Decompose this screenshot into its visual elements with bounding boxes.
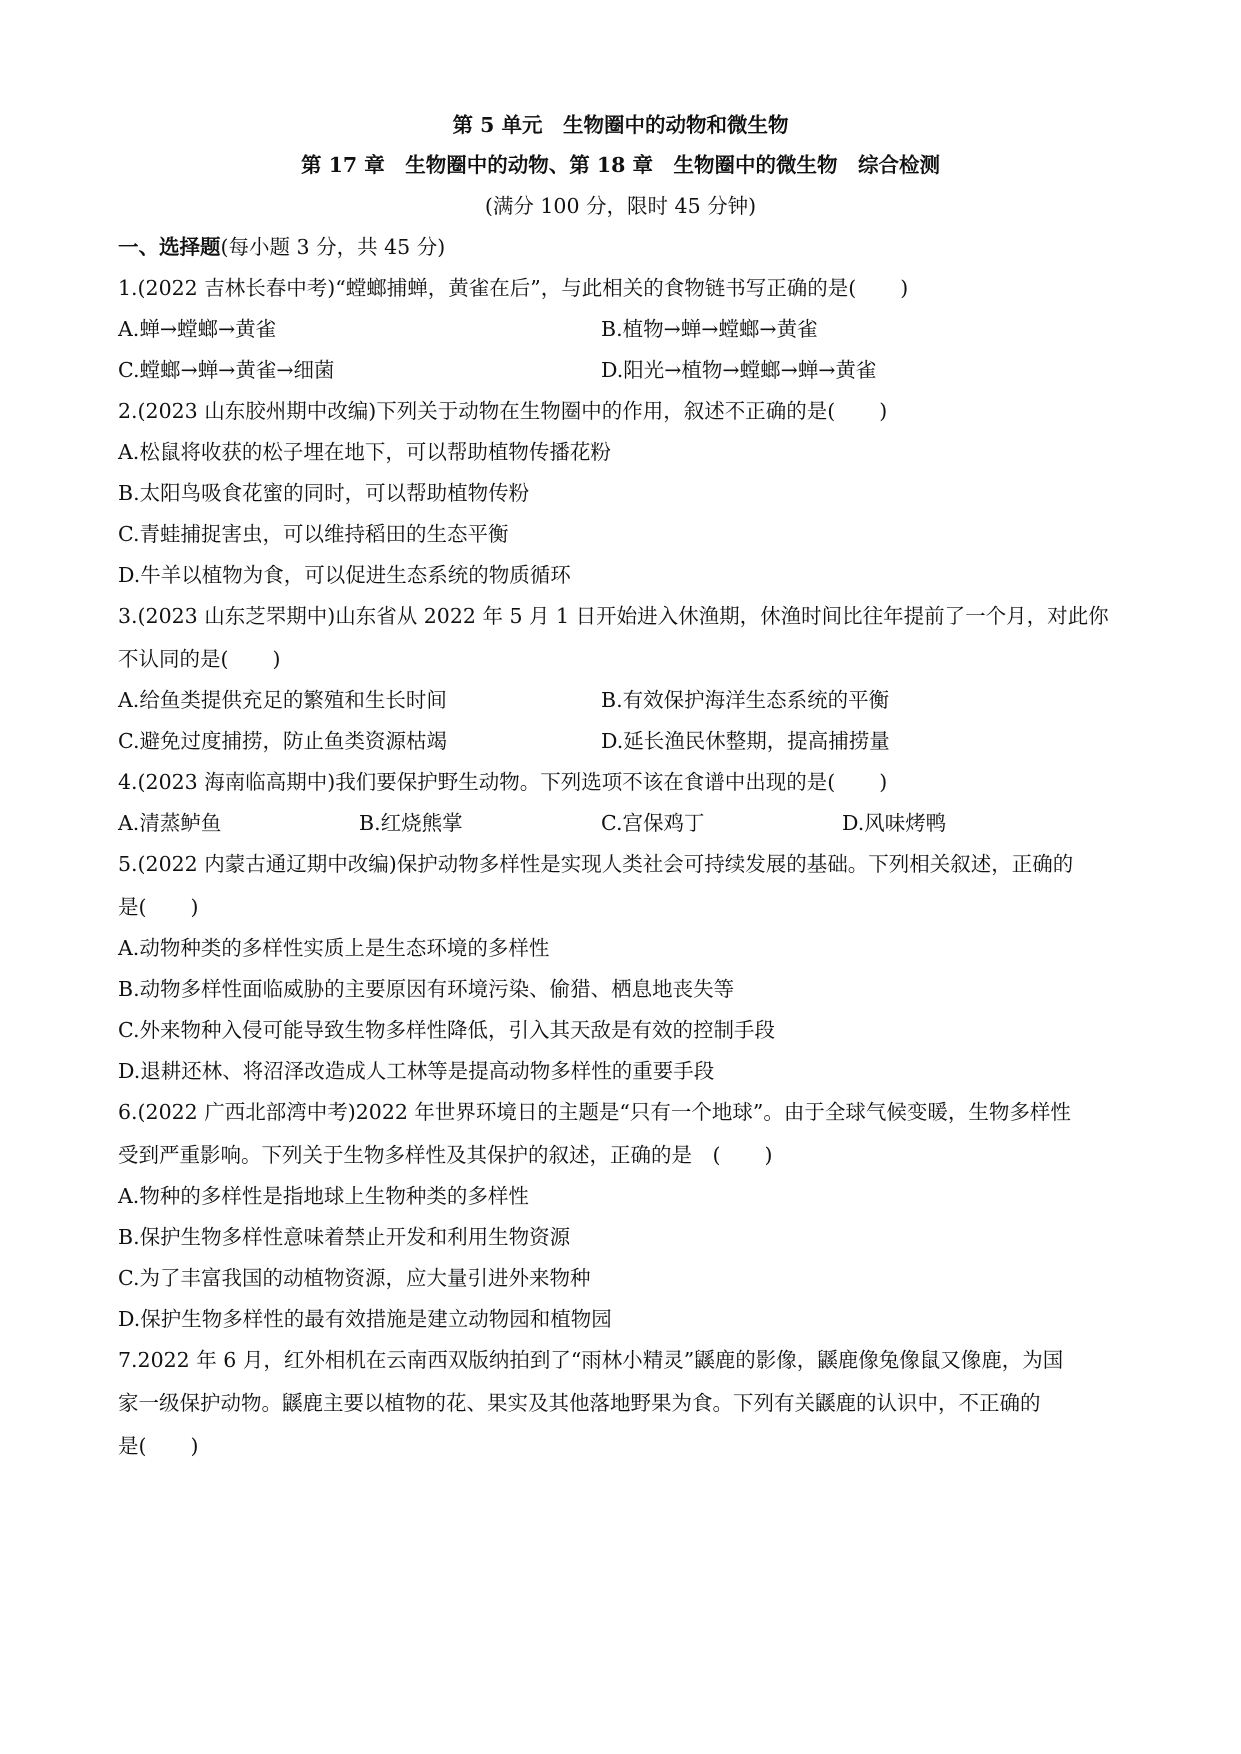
q4-option-b: B.红烧熊掌 [359, 811, 463, 835]
q5-option-d: D.退耕还林、将沼泽改造成人工林等是提高动物多样性的重要手段 [118, 1059, 715, 1083]
question-6-stem-line2: 受到严重影响。下列关于生物多样性及其保护的叙述，正确的是 ( ) [118, 1143, 773, 1167]
q3-option-d: D.延长渔民休整期，提高捕捞量 [601, 729, 890, 753]
question-6-stem-line1: 6.(2022 广西北部湾中考)2022 年世界环境日的主题是“只有一个地球”。由于全球气候变暖，生物多样性 [118, 1100, 1071, 1124]
q2-option-c: C.青蛙捕捉害虫，可以维持稻田的生态平衡 [118, 522, 509, 546]
question-3-stem-line1: 3.(2023 山东芝罘期中)山东省从 2022 年 5 月 1 日开始进入休渔期，休渔时间比往年提前了一个月，对此你 [118, 604, 1109, 628]
question-7-stem-line3: 是( ) [118, 1434, 199, 1458]
unit-title: 第 5 单元 生物圈中的动物和微生物 [452, 113, 789, 137]
q5-option-b: B.动物多样性面临威胁的主要原因有环境污染、偷猎、栖息地丧失等 [118, 977, 735, 1001]
q4-option-c: C.宫保鸡丁 [601, 811, 705, 835]
exam-info: (满分 100 分，限时 45 分钟) [484, 194, 757, 218]
question-4-stem: 4.(2023 海南临高期中)我们要保护野生动物。下列选项不该在食谱中出现的是( ) [118, 770, 888, 794]
q4-option-d: D.风味烤鸭 [842, 811, 947, 835]
chapter-title: 第 17 章 生物圈中的动物、第 18 章 生物圈中的微生物 综合检测 [300, 153, 941, 177]
question-3-stem-line2: 不认同的是( ) [118, 647, 281, 671]
q6-option-a: A.物种的多样性是指地球上生物种类的多样性 [118, 1184, 529, 1208]
q1-option-d: D.阳光→植物→螳螂→蝉→黄雀 [601, 358, 877, 382]
q1-option-c: C.螳螂→蝉→黄雀→细菌 [118, 358, 335, 382]
q5-option-c: C.外来物种入侵可能导致生物多样性降低，引入其天敌是有效的控制手段 [118, 1018, 775, 1042]
question-7-stem-line2: 家一级保护动物。鼷鹿主要以植物的花、果实及其他落地野果为食。下列有关鼷鹿的认识中，不正确的 [118, 1391, 1041, 1415]
question-1-stem: 1.(2022 吉林长春中考)“螳螂捕蝉，黄雀在后”，与此相关的食物链书写正确的是( ) [118, 276, 909, 300]
section-note: (每小题 3 分，共 45 分) [220, 235, 446, 259]
q2-option-b: B.太阳鸟吸食花蜜的同时，可以帮助植物传粉 [118, 481, 530, 505]
q5-option-a: A.动物种类的多样性实质上是生态环境的多样性 [118, 936, 550, 960]
question-7-stem-line1: 7.2022 年 6 月，红外相机在云南西双版纳拍到了“雨林小精灵”鼷鹿的影像，鼷鹿像兔像鼠又像鹿，为国 [118, 1348, 1064, 1372]
q3-option-b: B.有效保护海洋生态系统的平衡 [601, 688, 890, 712]
question-5-stem-line2: 是( ) [118, 895, 199, 919]
section-heading [118, 233, 1128, 261]
q2-option-d: D.牛羊以植物为食，可以促进生态系统的物质循环 [118, 563, 571, 587]
question-5-stem-line1: 5.(2022 内蒙古通辽期中改编)保护动物多样性是实现人类社会可持续发展的基础。下列相关叙述，正确的 [118, 852, 1074, 876]
q6-option-b: B.保护生物多样性意味着禁止开发和利用生物资源 [118, 1225, 571, 1249]
q6-option-d: D.保护生物多样性的最有效措施是建立动物园和植物园 [118, 1307, 612, 1331]
q3-option-c: C.避免过度捕捞，防止鱼类资源枯竭 [118, 729, 447, 753]
q1-option-b: B.植物→蝉→螳螂→黄雀 [601, 317, 818, 341]
q3-option-a: A.给鱼类提供充足的繁殖和生长时间 [118, 688, 447, 712]
q6-option-c: C.为了丰富我国的动植物资源，应大量引进外来物种 [118, 1266, 591, 1290]
q2-option-a: A.松鼠将收获的松子埋在地下，可以帮助植物传播花粉 [118, 440, 611, 464]
q4-option-a: A.清蒸鲈鱼 [118, 811, 222, 835]
question-2-stem: 2.(2023 山东胶州期中改编)下列关于动物在生物圈中的作用，叙述不正确的是( ) [118, 399, 888, 423]
q1-option-a: A.蝉→螳螂→黄雀 [118, 317, 277, 341]
section-title: 一、选择题 [118, 235, 221, 259]
